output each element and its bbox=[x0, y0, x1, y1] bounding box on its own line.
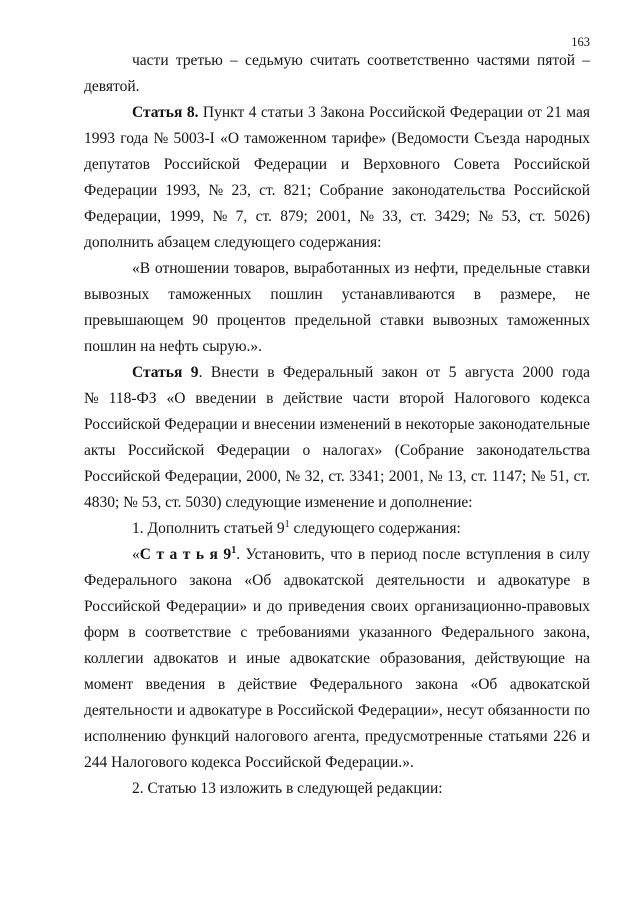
text-line: превышающем 90 процентов предельной ставки вывозных таможенных bbox=[84, 312, 590, 329]
text-line: Федерации, 1999, № 7, ст. 879; 2001, № 33, ст. 3429; № 53, ст. 5026) bbox=[84, 208, 590, 225]
paragraph bbox=[84, 360, 590, 516]
text-line: момент введения в действие Федерального закона «Об адвокатской bbox=[84, 676, 590, 693]
paragraph bbox=[84, 256, 590, 360]
text-line: части третью – седьмую считать соответственно частями пятой – bbox=[132, 52, 590, 69]
text-line: дополнить абзацем следующего содержания: bbox=[84, 234, 382, 251]
paragraph bbox=[84, 48, 590, 100]
text-line: № 118-ФЗ «О введении в действие части второй Налогового кодекса bbox=[84, 390, 590, 407]
page-number: 163 bbox=[571, 35, 590, 49]
text-line: 4830; № 53, ст. 5030) следующие изменение и дополнение: bbox=[84, 494, 473, 511]
paragraph bbox=[84, 542, 590, 776]
text-line: Российской Федерации» и до приведения своих организационно-правовых bbox=[84, 598, 590, 615]
text-line: Федерального закона «Об адвокатской деятельности и адвокатуре в bbox=[84, 572, 590, 589]
text-line: 1993 года № 5003-I «О таможенном тарифе» (Ведомости Съезда народных bbox=[84, 130, 590, 147]
text-line: Российской Федерации и внесении изменений в некоторые законодательные bbox=[84, 416, 590, 433]
text-line: пошлин на нефть сырую.». bbox=[84, 338, 263, 355]
text-line: Федерации 1993, № 23, ст. 821; Собрание законодательства Российской bbox=[84, 182, 590, 199]
text-line: форм в соответствие с требованиями указанного Федерального закона, bbox=[84, 624, 590, 641]
text-line: исполнению функций налогового агента, предусмотренные статьями 226 и bbox=[84, 728, 590, 745]
text-line: 1. Дополнить статьей $9^1$ следующего содержания: bbox=[132, 519, 461, 537]
text-line: «В отношении товаров, выработанных из нефти, предельные ставки bbox=[132, 260, 590, 277]
text-line: Российской Федерации, 2000, № 32, ст. 3341; 2001, № 13, ст. 1147; № 51, ст. bbox=[84, 468, 590, 485]
text-line: депутатов Российской Федерации и Верховного Совета Российской bbox=[84, 156, 590, 173]
text-line: 244 Налогового кодекса Российской Федерации.». bbox=[84, 754, 414, 771]
paragraph bbox=[84, 776, 590, 802]
text-line: девятой. bbox=[84, 78, 140, 95]
text-line: вывозных таможенных пошлин устанавливаются в размере, не bbox=[84, 286, 590, 303]
text-line: 2. Статью 13 изложить в следующей редакции: bbox=[132, 780, 443, 797]
text-line: Статья 8. Пункт 4 статьи 3 Закона Российской Федерации от 21 мая bbox=[132, 104, 590, 121]
text-line: акты Российской Федерации о налогах» (Собрание законодательства bbox=[84, 442, 590, 459]
text-line: коллегии адвокатов и иные адвокатские образования, действующие на bbox=[84, 650, 590, 667]
text-line: «С т а т ь я $9^1$. Установить, что в период после вступления в силу bbox=[132, 545, 590, 563]
text-line: Статья 9. Внести в Федеральный закон от 5 августа 2000 года bbox=[132, 364, 590, 381]
paragraph bbox=[84, 100, 590, 256]
paragraph bbox=[84, 516, 590, 542]
text-line: деятельности и адвокатуре в Российской Федерации», несут обязанности по bbox=[84, 702, 590, 719]
document-body bbox=[84, 48, 590, 802]
